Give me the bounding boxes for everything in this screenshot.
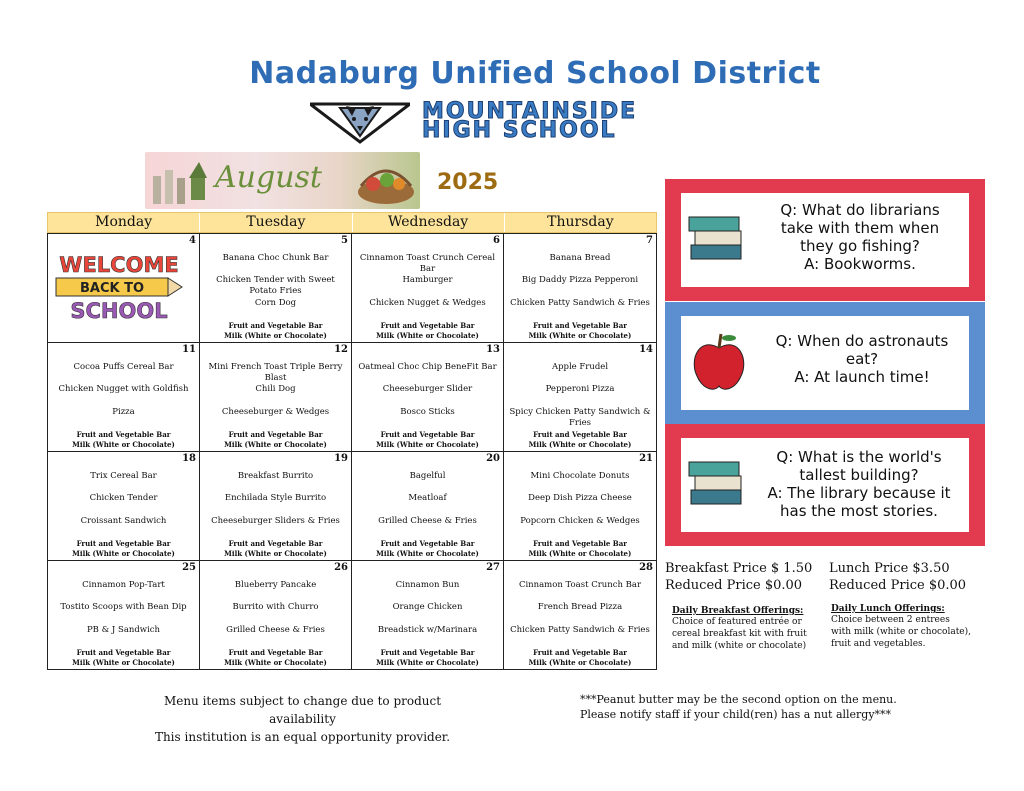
breakfast-item: Cinnamon Bun <box>395 580 460 590</box>
calendar-week <box>47 343 657 452</box>
lunch-item: Chicken Tender with Sweet Potato Fries <box>216 275 335 296</box>
fruit-veg-bar-note: Fruit and Vegetable Bar Milk (White or Chocolate) <box>528 430 632 449</box>
lunch-reduced-price: Reduced Price $0.00 <box>829 578 967 593</box>
books-icon <box>687 460 745 508</box>
breakfast-item: Cinnamon Toast Crunch Bar <box>518 580 642 590</box>
joke-question-line: Q: What do librarians <box>780 201 940 219</box>
calendar-day <box>504 561 656 669</box>
lunch-item: Pizza <box>112 407 135 417</box>
calendar-day <box>200 452 352 560</box>
calendar-day <box>504 452 656 560</box>
calendar-week <box>47 452 657 561</box>
apple-icon <box>689 330 749 394</box>
weekday-thursday: Thursday <box>547 214 614 230</box>
books-icon <box>687 215 745 263</box>
fruit-veg-bar-note: Fruit and Vegetable Bar Milk (White or Chocolate) <box>224 648 327 667</box>
month-banner <box>145 152 420 209</box>
day-number: 14 <box>639 344 653 355</box>
lunch-item: Grilled Cheese & Fries <box>226 625 325 635</box>
day-number: 11 <box>182 344 196 355</box>
breakfast-item: Bagelful <box>409 471 446 481</box>
peanut-notice <box>580 692 920 722</box>
day-number: 19 <box>334 453 348 464</box>
day-number: 27 <box>486 562 500 573</box>
school-word: SCHOOL <box>70 299 168 323</box>
fruit-veg-bar-note: Fruit and Vegetable Bar Milk (White or Chocolate) <box>528 539 632 558</box>
joke-question-line: eat? <box>845 350 879 368</box>
calendar-day <box>352 452 504 560</box>
calendar-day <box>48 343 200 451</box>
joke-answer-line: A: Bookworms. <box>804 255 916 273</box>
lunch-item: Tostito Scoops with Bean Dip <box>60 602 187 612</box>
calendar-week <box>47 233 657 343</box>
lunch-item: Hamburger <box>402 275 453 285</box>
day-number: 7 <box>646 235 653 246</box>
breakfast-item: Banana Choc Chunk Bar <box>222 253 329 263</box>
lunch-item: Deep Dish Pizza Cheese <box>528 493 632 503</box>
school-name-line2: HIGH SCHOOL <box>422 118 617 143</box>
breakfast-item: Cocoa Puffs Cereal Bar <box>73 362 174 372</box>
lunch-item: Breadstick w/Marinara <box>377 625 478 635</box>
day-number: 5 <box>341 235 348 246</box>
calendar-day <box>352 561 504 669</box>
day-number: 12 <box>334 344 348 355</box>
joke-answer-line: A: At launch time! <box>794 368 930 386</box>
joke-question-line: take with them when <box>780 219 940 237</box>
fruit-veg-bar-note: Fruit and Vegetable Bar Milk (White or Chocolate) <box>72 430 175 449</box>
calendar-day <box>504 234 656 342</box>
breakfast-item: Cinnamon Pop-Tart <box>82 580 165 590</box>
breakfast-reduced-price: Reduced Price $0.00 <box>665 578 803 593</box>
lunch-prices <box>829 560 966 594</box>
day-number: 6 <box>493 235 500 246</box>
day-number: 18 <box>182 453 196 464</box>
joke-question-line: Q: When do astronauts <box>775 332 949 350</box>
lunch-item: Corn Dog <box>254 298 297 308</box>
calendar-day <box>48 561 200 669</box>
month-label: August <box>215 160 322 195</box>
school-logo <box>310 99 770 148</box>
day-number: 26 <box>334 562 348 573</box>
welcome-back-to-school-graphic <box>54 250 184 324</box>
breakfast-item: Apple Frudel <box>551 362 609 372</box>
lunch-price: Lunch Price $3.50 <box>829 561 950 576</box>
joke-answer-line: has the most stories. <box>780 502 938 520</box>
breakfast-item: Banana Bread <box>549 253 611 263</box>
breakfast-prices <box>665 560 812 594</box>
lunch-item: Chicken Patty Sandwich & Fries <box>510 625 650 635</box>
lunch-item: French Bread Pizza <box>537 602 623 612</box>
lunch-item: Enchilada Style Burrito <box>224 493 327 503</box>
lunch-item: Cheeseburger & Wedges <box>221 407 330 417</box>
lunch-offerings-title: Daily Lunch Offerings: <box>831 604 945 614</box>
district-title: Nadaburg Unified School District <box>249 56 821 91</box>
calendar-day <box>200 561 352 669</box>
breakfast-item: Breakfast Burrito <box>237 471 314 481</box>
lunch-item: Pepperoni Pizza <box>545 384 615 394</box>
menu-calendar <box>47 212 657 670</box>
peanut-note-line1: ***Peanut butter may be the second option on the menu. <box>580 693 897 706</box>
lunch-item: Chicken Nugget & Wedges <box>369 298 486 308</box>
lunch-offerings <box>831 604 971 650</box>
school-name-line1: MOUNTAINSIDE <box>422 99 638 124</box>
breakfast-item: Cinnamon Toast Crunch Cereal Bar <box>359 253 496 274</box>
lunch-item: Croissant Sandwich <box>80 516 167 526</box>
fruit-veg-bar-note: Fruit and Vegetable Bar Milk (White or Chocolate) <box>72 648 175 667</box>
welcome-word: WELCOME <box>59 253 179 277</box>
lunch-item: Grilled Cheese & Fries <box>378 516 477 526</box>
breakfast-offerings-title: Daily Breakfast Offerings: <box>672 606 804 616</box>
fruit-veg-bar-note: Fruit and Vegetable Bar Milk (White or Chocolate) <box>224 321 327 340</box>
fruit-veg-bar-note: Fruit and Vegetable Bar Milk (White or Chocolate) <box>224 430 327 449</box>
breakfast-item: Mini French Toast Triple Berry Blast <box>208 362 343 383</box>
breakfast-item: Oatmeal Choc Chip BeneFit Bar <box>358 362 497 372</box>
day-number: 13 <box>486 344 500 355</box>
fruit-veg-bar-note: Fruit and Vegetable Bar Milk (White or Chocolate) <box>376 539 479 558</box>
joke-question-line: they go fishing? <box>800 237 920 255</box>
lunch-item: Chili Dog <box>255 384 296 394</box>
calendar-day <box>200 343 352 451</box>
lunch-item: Bosco Sticks <box>400 407 455 417</box>
calendar-day <box>48 452 200 560</box>
wolf-mascot-icon <box>310 102 410 144</box>
menu-disclaimer <box>130 692 475 746</box>
joke-question-line: tallest building? <box>799 466 919 484</box>
breakfast-item: Blueberry Pancake <box>234 580 317 590</box>
lunch-offerings-text: Choice between 2 entrees with milk (white or chocolate), fruit and vegetables. <box>831 615 972 649</box>
calendar-day <box>352 234 504 342</box>
weekday-header-row <box>47 212 657 233</box>
day-number: 20 <box>486 453 500 464</box>
weekday-wednesday: Wednesday <box>353 213 505 232</box>
joke-question-line: Q: What is the world's <box>776 448 942 466</box>
joke-card <box>665 179 985 301</box>
fruit-veg-bar-note: Fruit and Vegetable Bar Milk (White or Chocolate) <box>376 321 479 340</box>
joke-card <box>665 302 985 424</box>
joke-card <box>665 424 985 546</box>
back-to-word: BACK TO <box>79 281 145 296</box>
lunch-item: PB & J Sandwich <box>86 625 161 635</box>
lunch-item: Chicken Nugget with Goldfish <box>58 384 189 394</box>
peanut-note-line2: Please notify staff if your child(ren) has a nut allergy*** <box>580 708 892 721</box>
lunch-item: Chicken Patty Sandwich & Fries <box>510 298 650 308</box>
lunch-item: Spicy Chicken Patty Sandwich & Fries <box>509 407 651 428</box>
lunch-item: Orange Chicken <box>392 602 463 612</box>
fruit-veg-bar-note: Fruit and Vegetable Bar Milk (White or Chocolate) <box>72 539 175 558</box>
day-number: 28 <box>639 562 653 573</box>
lunch-item: Cheeseburger Slider <box>382 384 473 394</box>
lunch-item: Chicken Tender <box>89 493 158 503</box>
day-number: 25 <box>182 562 196 573</box>
day-number: 21 <box>639 453 653 464</box>
day-number: 4 <box>189 235 196 246</box>
breakfast-offerings <box>672 606 812 652</box>
fruit-veg-bar-note: Fruit and Vegetable Bar Milk (White or Chocolate) <box>376 430 479 449</box>
breakfast-item: Mini Chocolate Donuts <box>530 471 630 481</box>
calendar-day <box>352 343 504 451</box>
fruit-veg-bar-note: Fruit and Vegetable Bar Milk (White or Chocolate) <box>376 648 479 667</box>
fruit-veg-bar-note: Fruit and Vegetable Bar Milk (White or Chocolate) <box>528 321 632 340</box>
weekday-tuesday: Tuesday <box>200 213 352 232</box>
lunch-item: Meatloaf <box>408 493 447 503</box>
lunch-item: Cheeseburger Sliders & Fries <box>211 516 340 526</box>
breakfast-item: Trix Cereal Bar <box>90 471 157 481</box>
calendar-day <box>48 234 200 342</box>
calendar-day <box>504 343 656 451</box>
equal-opportunity-note: This institution is an equal opportunity provider. <box>154 730 451 744</box>
lunch-item: Burrito with Churro <box>232 602 319 612</box>
breakfast-offerings-text: Choice of featured entrée or cereal breakfast kit with fruit and milk (white or chocolate) <box>672 617 807 651</box>
fruit-veg-bar-note: Fruit and Vegetable Bar Milk (White or Chocolate) <box>528 648 632 667</box>
vegetable-basket-icon <box>353 156 419 206</box>
calendar-day <box>200 234 352 342</box>
breakfast-price: Breakfast Price $ 1.50 <box>665 561 813 576</box>
year-label: 2025 <box>437 170 499 195</box>
fruit-veg-bar-note: Fruit and Vegetable Bar Milk (White or Chocolate) <box>224 539 327 558</box>
lunch-item: Popcorn Chicken & Wedges <box>520 516 640 526</box>
garden-gnome-icon <box>149 158 209 206</box>
calendar-week <box>47 561 657 670</box>
joke-answer-line: A: The library because it <box>767 484 951 502</box>
weekday-monday: Monday <box>48 213 200 232</box>
availability-note: Menu items subject to change due to product availability <box>163 694 442 726</box>
lunch-item: Big Daddy Pizza Pepperoni <box>521 275 639 285</box>
